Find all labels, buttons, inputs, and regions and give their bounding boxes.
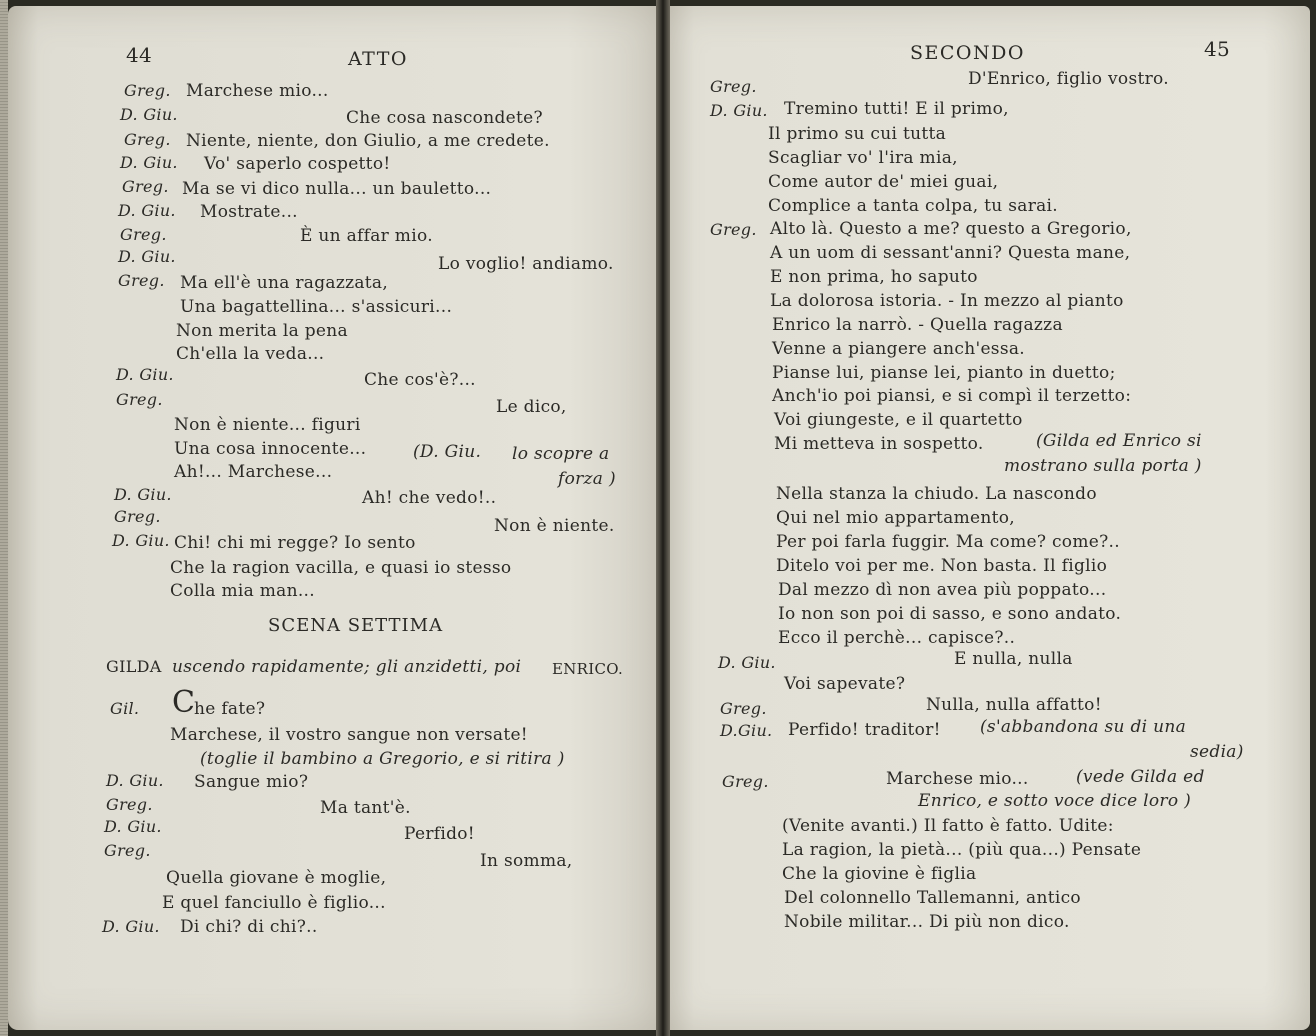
verse-line: Io non son poi di sasso, e sono andato. <box>778 604 1122 624</box>
speaker: D. Giu. <box>116 365 174 384</box>
page-number: 45 <box>1204 37 1231 61</box>
stage-direction: uscendo rapidamente; gli anzidetti, poi <box>172 657 522 677</box>
book-gutter <box>656 0 670 1036</box>
book-edge <box>0 0 8 1036</box>
verse-line: Marchese mio... <box>886 769 1029 789</box>
stage-direction: (s'abbandona su di una <box>980 717 1187 737</box>
verse-line: Scagliar vo' l'ira mia, <box>768 148 958 168</box>
stage-direction: forza ) <box>558 469 616 489</box>
verse-line: Che la giovine è figlia <box>782 864 977 884</box>
verse-line: Per poi farla fuggir. Ma come? come?.. <box>776 532 1120 552</box>
verse-line: Nella stanza la chiudo. La nascondo <box>776 484 1097 504</box>
speaker: D. Giu. <box>112 531 170 550</box>
verse-line: Come autor de' miei guai, <box>768 172 999 192</box>
stage-direction: (toglie il bambino a Gregorio, e si ritira ) <box>200 749 565 769</box>
verse-line: Marchese, il vostro sangue non versate! <box>170 725 528 745</box>
speaker: Greg. <box>120 225 167 244</box>
verse-line: Ah!... Marchese... <box>174 462 333 482</box>
verse-line: Perfido! <box>404 824 475 844</box>
verse-line: In somma, <box>480 851 573 871</box>
verse-line: he fate? <box>194 699 266 719</box>
verse-line: Ma se vi dico nulla... un bauletto... <box>182 179 492 199</box>
speaker: Greg. <box>118 271 165 290</box>
verse-line: Tremino tutti! E il primo, <box>784 99 1009 119</box>
speaker: D. Giu. <box>102 917 160 936</box>
verse-line: Ma tant'è. <box>320 798 411 818</box>
verse-line: Voi giungeste, e il quartetto <box>774 410 1023 430</box>
verse-line: Qui nel mio appartamento, <box>776 508 1016 528</box>
verse-line: La ragion, la pietà... (più qua...) Pensate <box>782 840 1142 860</box>
verse-line: Niente, niente, don Giulio, a me credete. <box>186 131 550 151</box>
verse-line: Non è niente... figuri <box>174 415 361 435</box>
verse-line: Voi sapevate? <box>784 674 906 694</box>
verse-line: Ma ell'è una ragazzata, <box>180 273 389 293</box>
verse-line: Ecco il perchè... capisce?.. <box>778 628 1016 648</box>
speaker: Greg. <box>106 795 153 814</box>
scene-title: SCENA SETTIMA <box>268 615 444 636</box>
verse-line: Nobile militar... Di più non dico. <box>784 912 1070 932</box>
verse-line: Perfido! traditor! <box>788 720 941 740</box>
verse-line: Alto là. Questo a me? questo a Gregorio, <box>770 219 1132 239</box>
stage-direction: (D. Giu. <box>413 442 482 462</box>
verse-line: Nulla, nulla affatto! <box>926 695 1102 715</box>
speaker: Greg. <box>710 77 757 96</box>
speaker: Greg. <box>122 177 169 196</box>
page-number: 44 <box>126 43 153 67</box>
speaker: Gil. <box>110 699 140 718</box>
verse-line: Mi metteva in sospetto. <box>774 434 984 454</box>
speaker: Greg. <box>124 130 171 149</box>
stage-direction: (Gilda ed Enrico si <box>1036 431 1202 451</box>
verse-line: Una cosa innocente... <box>174 439 367 459</box>
speaker: Greg. <box>104 841 151 860</box>
verse-line: (Venite avanti.) Il fatto è fatto. Udite: <box>782 816 1114 836</box>
speaker: Greg. <box>710 220 757 239</box>
verse-line: Non merita la pena <box>176 321 348 341</box>
scene-character: GILDA <box>106 657 162 676</box>
speaker: D. Giu. <box>106 771 164 790</box>
drop-cap: C <box>172 685 196 720</box>
right-page <box>664 6 1310 1030</box>
verse-line: E nulla, nulla <box>954 649 1073 669</box>
verse-line: Che cosa nascondete? <box>346 108 543 128</box>
verse-line: Il primo su cui tutta <box>768 124 947 144</box>
verse-line: Mostrate... <box>200 202 298 222</box>
stage-direction: sedia) <box>1190 742 1244 762</box>
verse-line: Marchese mio... <box>186 81 329 101</box>
stage-direction: mostrano sulla porta ) <box>1004 456 1202 476</box>
verse-line: Le dico, <box>496 397 567 417</box>
speaker: Greg. <box>722 772 769 791</box>
speaker: D. Giu. <box>120 153 178 172</box>
verse-line: Ah! che vedo!.. <box>362 488 497 508</box>
verse-line: E non prima, ho saputo <box>770 267 978 287</box>
speaker: D. Giu. <box>118 247 176 266</box>
left-page <box>8 6 662 1030</box>
verse-line: Chi! chi mi regge? Io sento <box>174 533 416 553</box>
stage-direction: Enrico, e sotto voce dice loro ) <box>918 791 1192 811</box>
running-head: ATTO <box>348 48 408 70</box>
speaker: Greg. <box>116 390 163 409</box>
speaker: D. Giu. <box>114 485 172 504</box>
verse-line: Sangue mio? <box>194 772 309 792</box>
scene-character: ENRICO. <box>552 660 624 678</box>
verse-line: Anch'io poi piansi, e si compì il terzetto: <box>772 386 1132 406</box>
verse-line: Che la ragion vacilla, e quasi io stesso <box>170 558 512 578</box>
verse-line: D'Enrico, figlio vostro. <box>968 69 1169 89</box>
stage-direction: (vede Gilda ed <box>1076 767 1205 787</box>
speaker: D. Giu. <box>118 201 176 220</box>
verse-line: Venne a piangere anch'essa. <box>772 339 1025 359</box>
speaker: D. Giu. <box>718 653 776 672</box>
speaker: D.Giu. <box>720 721 773 740</box>
speaker: Greg. <box>114 507 161 526</box>
verse-line: Vo' saperlo cospetto! <box>204 154 391 174</box>
speaker: D. Giu. <box>120 105 178 124</box>
speaker: Greg. <box>720 699 767 718</box>
verse-line: E quel fanciullo è figlio... <box>162 893 386 913</box>
speaker: Greg. <box>124 81 171 100</box>
verse-line: Dal mezzo dì non avea più poppato... <box>778 580 1107 600</box>
verse-line: Quella giovane è moglie, <box>166 868 387 888</box>
verse-line: Del colonnello Tallemanni, antico <box>784 888 1081 908</box>
verse-line: Una bagattellina... s'assicuri... <box>180 297 453 317</box>
verse-line: Che cos'è?... <box>364 370 476 390</box>
verse-line: Complice a tanta colpa, tu sarai. <box>768 196 1058 216</box>
running-head: SECONDO <box>910 42 1025 64</box>
verse-line: Non è niente. <box>494 516 615 536</box>
verse-line: A un uom di sessant'anni? Questa mane, <box>770 243 1131 263</box>
speaker: D. Giu. <box>710 101 768 120</box>
verse-line: Di chi? di chi?.. <box>180 917 318 937</box>
verse-line: Ditelo voi per me. Non basta. Il figlio <box>776 556 1108 576</box>
verse-line: La dolorosa istoria. - In mezzo al pianto <box>770 291 1124 311</box>
verse-line: Lo voglio! andiamo. <box>438 254 614 274</box>
stage-direction: lo scopre a <box>512 444 610 464</box>
verse-line: Pianse lui, pianse lei, pianto in duetto; <box>772 363 1116 383</box>
verse-line: Colla mia man... <box>170 581 315 601</box>
verse-line: Enrico la narrò. - Quella ragazza <box>772 315 1063 335</box>
verse-line: È un affar mio. <box>300 226 433 246</box>
speaker: D. Giu. <box>104 817 162 836</box>
verse-line: Ch'ella la veda... <box>176 344 325 364</box>
